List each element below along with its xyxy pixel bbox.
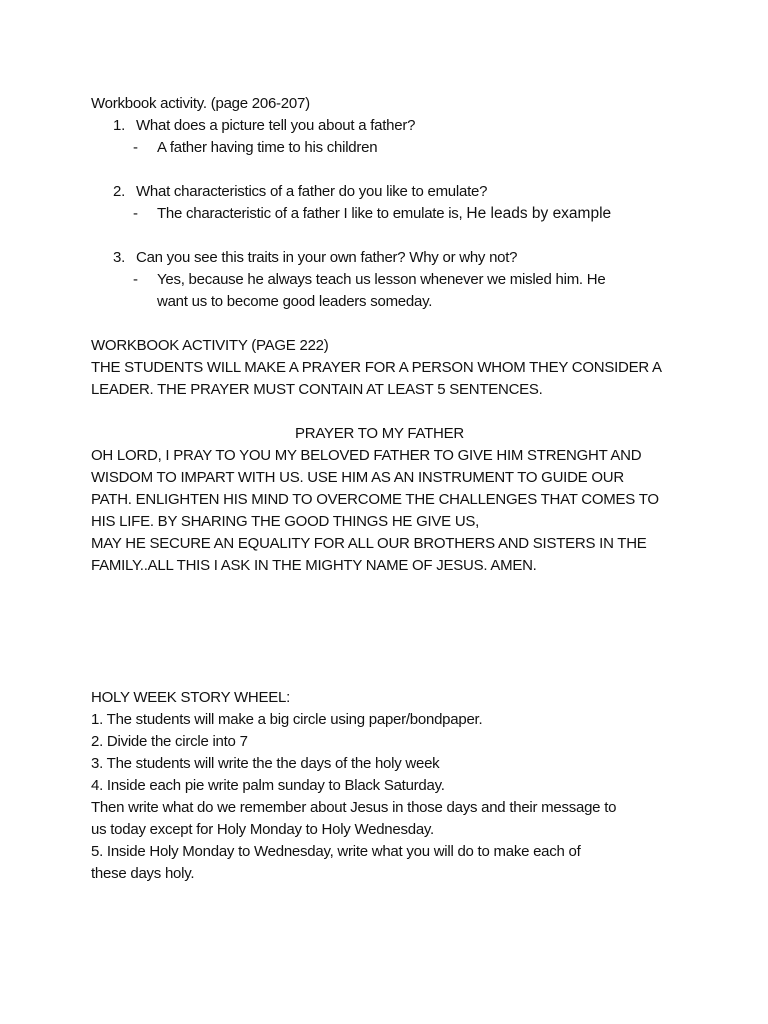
answer-text-main: The characteristic of a father I like to emulate is, [157,205,463,222]
section2-instructions: THE STUDENTS WILL MAKE A PRAYER FOR A PERSON WHOM THEY CONSIDER A LEADER. THE PRAYER MUST CONTAIN AT LEAST 5 SENTENCES. [91,359,661,398]
prayer-line: FAMILY..ALL THIS I ASK IN THE MIGHTY NAME OF JESUS. AMEN. [91,557,537,574]
prayer-line: HIS LIFE. BY SHARING THE GOOD THINGS HE GIVE US, [91,513,480,530]
section2-heading: WORKBOOK ACTIVITY (PAGE 222) [91,337,329,354]
prayer-line: WISDOM TO IMPART WITH US. USE HIM AS AN INSTRUMENT TO GUIDE OUR [91,469,624,486]
question-2 [91,181,708,203]
answer-text [157,203,611,225]
answer-2 [91,203,708,225]
question-number: 2. [113,183,126,200]
question-text: What characteristics of a father do you like to emulate? [136,183,488,200]
story-wheel-line: us today except for Holy Monday to Holy Wednesday. [91,821,434,838]
answer-1 [91,137,708,159]
section3-heading: HOLY WEEK STORY WHEEL: [91,689,291,706]
story-wheel-line: 2. Divide the circle into 7 [91,733,248,750]
answer-3 [91,269,708,313]
story-wheel-line: 3. The students will write the the days of the holy week [91,755,440,772]
prayer-line: PATH. ENLIGHTEN HIS MIND TO OVERCOME THE CHALLENGES THAT COMES TO [91,491,659,508]
bullet-dash: - [133,271,138,288]
question-3 [91,247,708,269]
section1-heading: Workbook activity. (page 206-207) [91,95,310,112]
prayer-line: MAY HE SECURE AN EQUALITY FOR ALL OUR BROTHERS AND SISTERS IN THE [91,535,647,552]
question-1 [91,115,708,137]
prayer-title: PRAYER TO MY FATHER [295,425,464,442]
answer-text: A father having time to his children [157,139,378,156]
question-text: What does a picture tell you about a father? [136,117,416,134]
story-wheel-line: 4. Inside each pie write palm sunday to Black Saturday. [91,777,445,794]
answer-text-highlight: He leads by example [466,205,612,222]
story-wheel-line: 1. The students will make a big circle using paper/bondpaper. [91,711,483,728]
prayer-line: OH LORD, I PRAY TO YOU MY BELOVED FATHER TO GIVE HIM STRENGHT AND [91,447,642,464]
bullet-dash: - [133,205,138,222]
question-number: 1. [113,117,126,134]
story-wheel-line: these days holy. [91,865,195,882]
story-wheel-line: 5. Inside Holy Monday to Wednesday, write what you will do to make each of [91,843,581,860]
story-wheel-line: Then write what do we remember about Jesus in those days and their message to [91,799,617,816]
question-number: 3. [113,249,126,266]
question-text: Can you see this traits in your own father? Why or why not? [136,249,518,266]
bullet-dash: - [133,139,138,156]
answer-text: Yes, because he always teach us lesson whenever we misled him. He want us to become good leaders someday. [157,271,606,310]
